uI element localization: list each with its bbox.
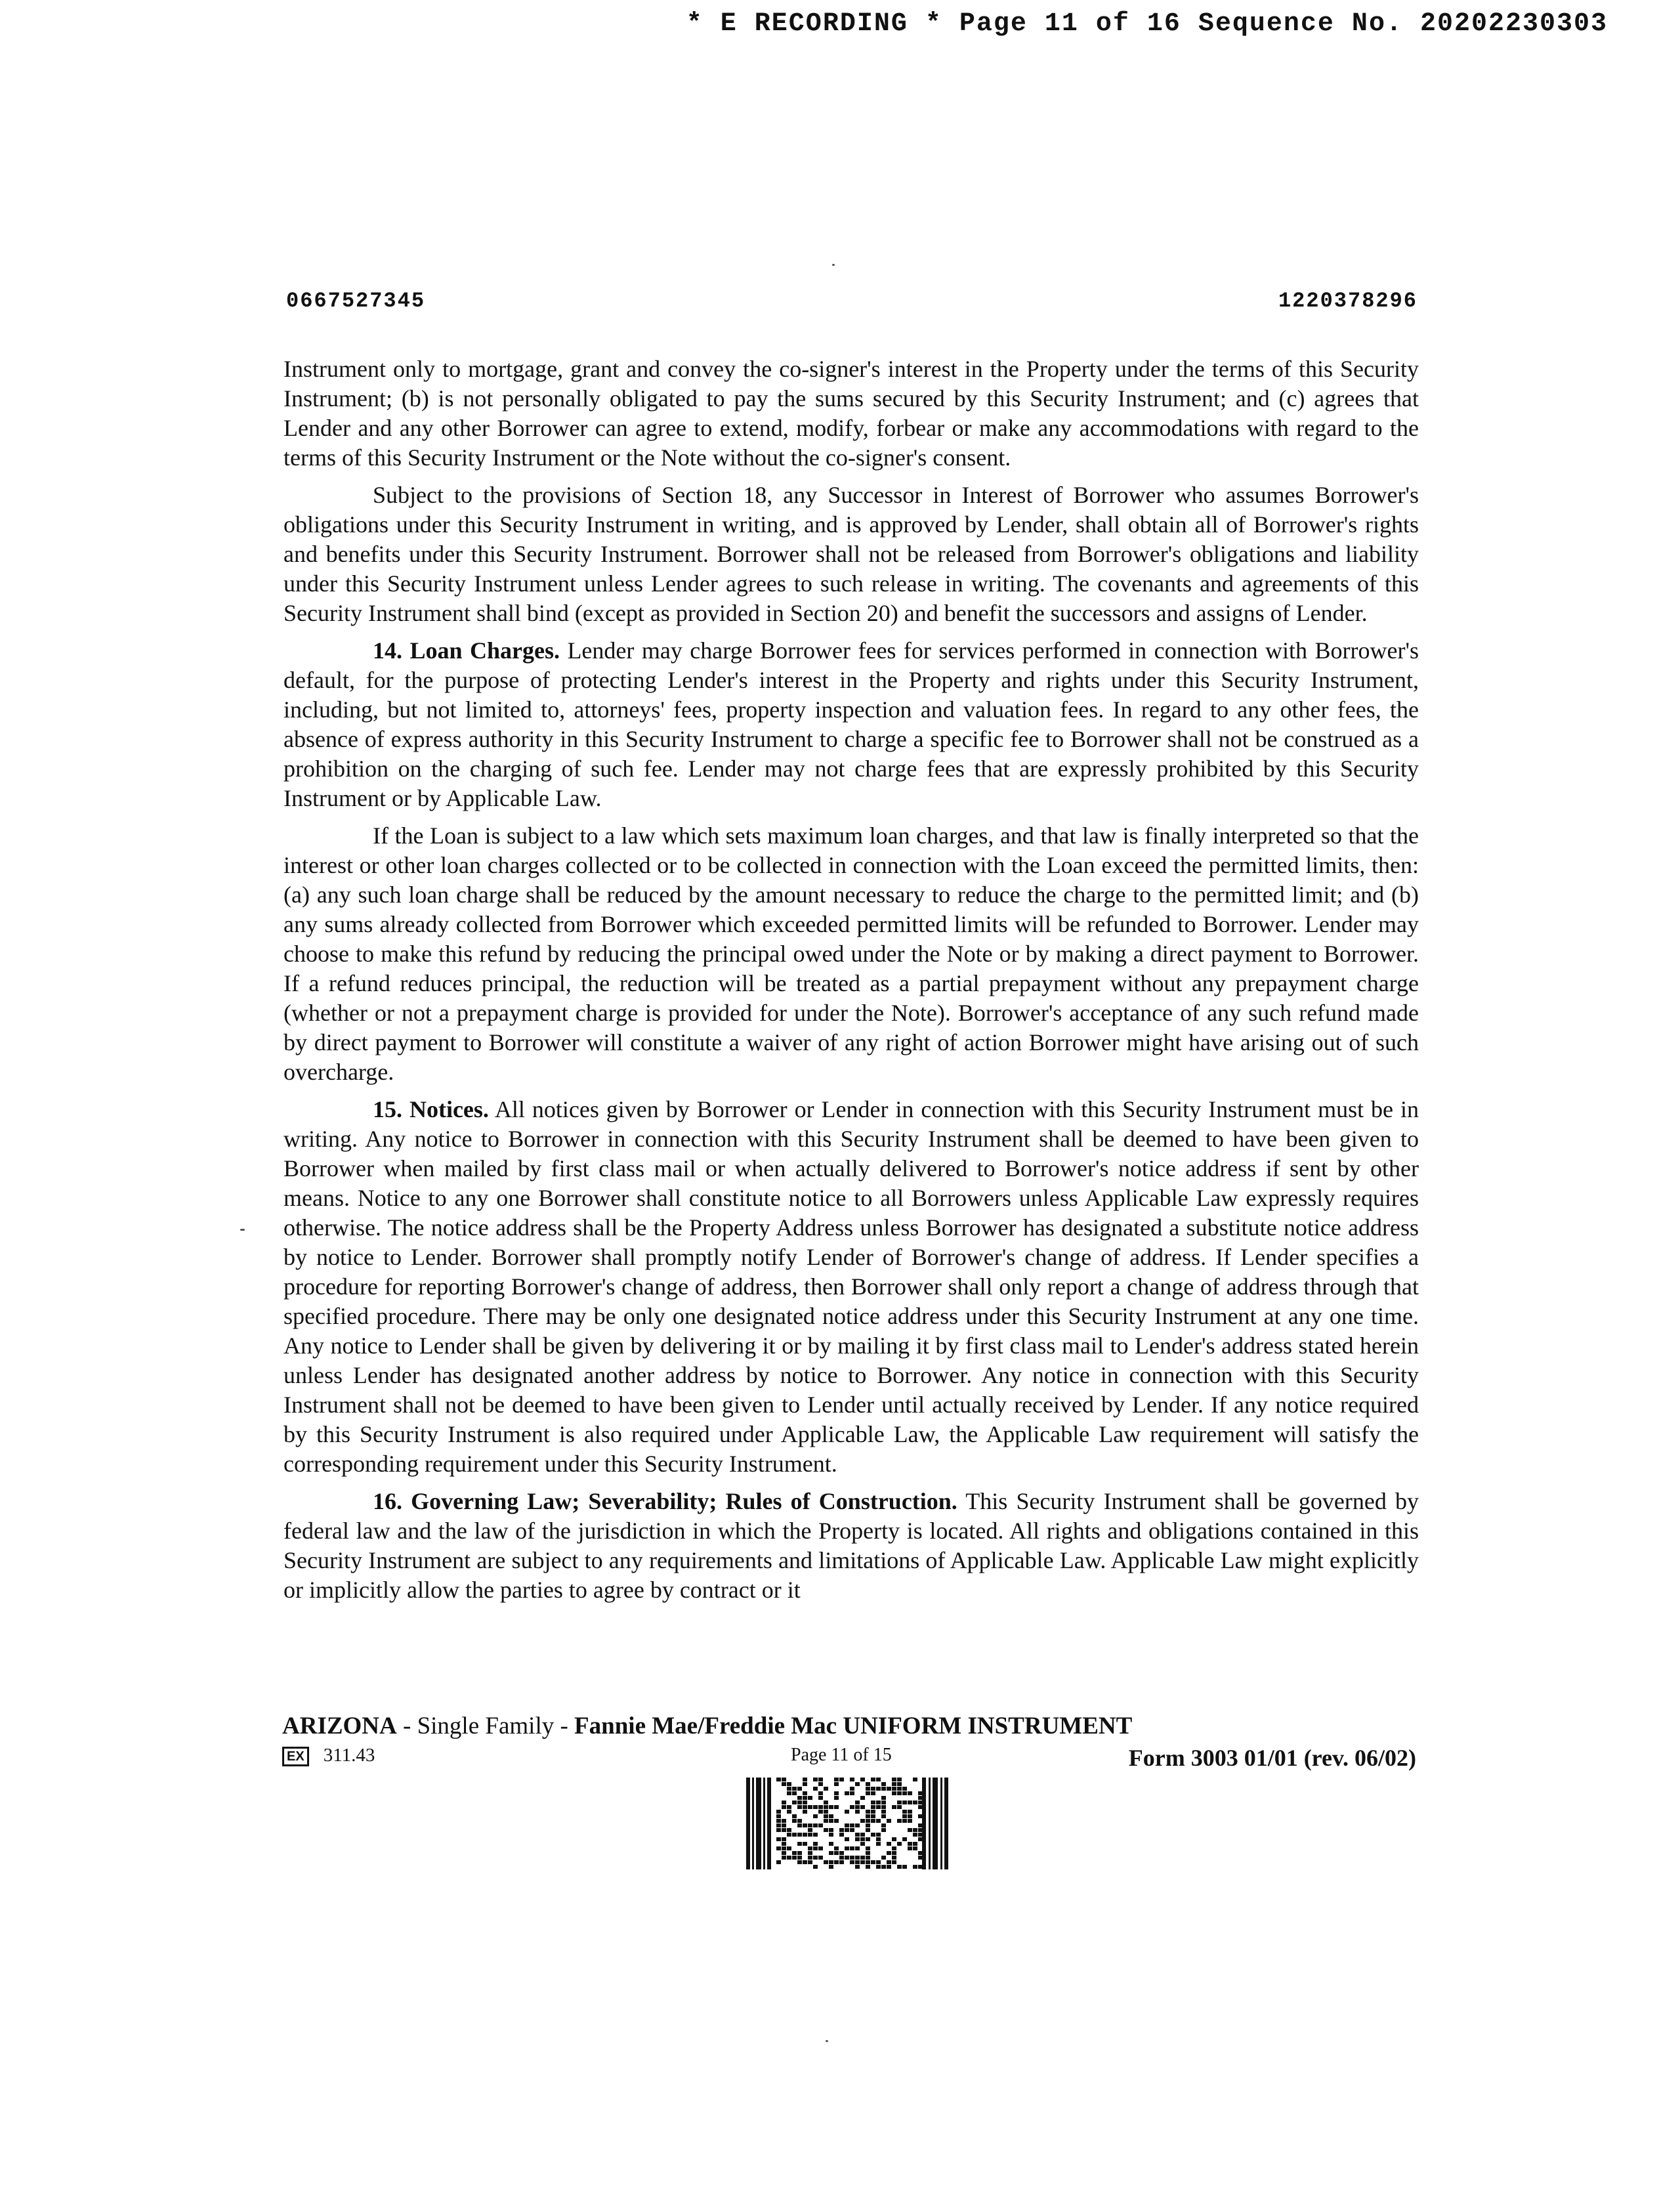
page-count: Page 11 of 15 — [791, 1745, 892, 1765]
scan-speck — [826, 2040, 828, 2042]
form-number: Form 3003 01/01 (rev. 06/02) — [1128, 1745, 1416, 1771]
paragraph-text: Subject to the provisions of Section 18, any Successor in Interest of Borrower who assumes Borrower's obligations under this Security Instrument in writing, and is approved by Lender, shall obtain all of Borrower's rights and benefits under this Security Instrument. Borrower shall not be released from Borrower's obligations and liability under this Security Instrument unless Lender agrees to such release in writing. The covenants and agreements of this Security Instrument shall bind (except as provided in Section 20) and benefit the successors and assigns of Lender. — [284, 482, 1419, 626]
section-15-notices — [284, 1095, 1419, 1479]
footer-state: ARIZONA — [282, 1713, 397, 1739]
footer-instrument: Fannie Mae/Freddie Mac UNIFORM INSTRUMENT — [574, 1713, 1133, 1739]
footer-form-code — [282, 1745, 375, 1766]
loan-number-left: 0667527345 — [286, 289, 426, 313]
section-16-governing-law — [284, 1487, 1419, 1605]
paragraph-cosigner — [284, 354, 1419, 473]
paragraph-maximum-charges — [284, 821, 1419, 1087]
paragraph-text: If the Loan is subject to a law which sets maximum loan charges, and that law is finally interpreted so that the interest or other loan charges collected or to be collected in connection with the Loan exceed the permitted limits, then: (a) any such loan charge shall be reduced by the amount necessary to reduce the charge to the permitted limit; and (b) any sums already collected from Borrower which exceeded permitted limits will be refunded to Borrower. Lender may choose to make this refund by reducing the principal owed under the Note or by making a direct payment to Borrower. If a refund reduces principal, the reduction will be treated as a partial prepayment without any prepayment charge (whether or not a prepayment charge is provided for under the Note). Borrower's acceptance of any such refund made by direct payment to Borrower will constitute a waiver of any right of action Borrower might have arising out of such overcharge. — [284, 822, 1419, 1085]
paragraph-text: All notices given by Borrower or Lender in connection with this Security Instrument must be in writing. Any notice to Borrower in connection with this Security Instrument shall be deemed to have been given to Borrower when mailed by first class mail or when actually delivered to Borrower's notice address if sent by other means. Notice to any one Borrower shall constitute notice to all Borrowers unless Applicable Law expressly requires otherwise. The notice address shall be the Property Address unless Borrower has designated a substitute notice address by notice to Lender. Borrower shall promptly notify Lender of Borrower's change of address. If Lender specifies a procedure for reporting Borrower's change of address, then Borrower shall only report a change of address through that specified procedure. There may be only one designated notice address under this Security Instrument at any one time. Any notice to Lender shall be given by delivering it or by mailing it by first class mail to Lender's address stated herein unless Lender has designated another address by notice to Borrower. Any notice in connection with this Security Instrument shall not be deemed to have been given to Lender until actually received by Lender. If any notice required by this Security Instrument is also required under Applicable Law, the Applicable Law requirement will satisfy the corresponding requirement under this Security Instrument. — [284, 1096, 1419, 1477]
paragraph-text: Lender may charge Borrower fees for services performed in connection with Borrower's default, for the purpose of protecting Lender's interest in the Property and rights under this Security Instrument, including, but not limited to, attorneys' fees, property inspection and valuation fees. In regard to any other fees, the absence of express authority in this Security Instrument to charge a specific fee to Borrower shall not be construed as a prohibition on the charging of such fee. Lender may not charge fees that are expressly prohibited by this Security Instrument or by Applicable Law. — [284, 637, 1419, 811]
section-heading: 15. Notices. — [373, 1096, 489, 1122]
paragraph-text: This Security Instrument shall be governed by federal law and the law of the jurisdiction in which the Property is located. All rights and obligations contained in this Security Instrument are subject to any requirements and limitations of Applicable Law. Applicable Law might explicitly or implicitly allow the parties to agree by contract or it — [284, 1488, 1419, 1603]
scan-speck — [240, 1229, 245, 1231]
recording-header: * E RECORDING * Page 11 of 16 Sequence No. 20202230303 — [686, 9, 1608, 39]
form-code: 311.43 — [323, 1745, 375, 1766]
document-body — [284, 354, 1419, 1613]
paragraph-text: Instrument only to mortgage, grant and convey the co-signer's interest in the Property under the terms of this Security Instrument; (b) is not personally obligated to pay the sums secured by this Security Instrument; and (c) agrees that Lender and any other Borrower can agree to extend, modify, forbear or make any accommodations with regard to the terms of this Security Instrument or the Note without the co-signer's consent. — [284, 356, 1419, 471]
section-heading: 16. Governing Law; Severability; Rules of Construction. — [373, 1488, 957, 1514]
section-14-loan-charges — [284, 636, 1419, 813]
footer-separator: - Single Family - — [396, 1713, 575, 1739]
scan-speck — [832, 264, 835, 266]
loan-number-right: 1220378296 — [1278, 289, 1418, 313]
paragraph-successor — [284, 480, 1419, 628]
section-heading: 14. Loan Charges. — [373, 637, 560, 664]
ex-logo-icon: EX — [282, 1747, 309, 1766]
barcode-icon — [746, 1778, 951, 1869]
footer-form-title — [282, 1712, 1132, 1740]
